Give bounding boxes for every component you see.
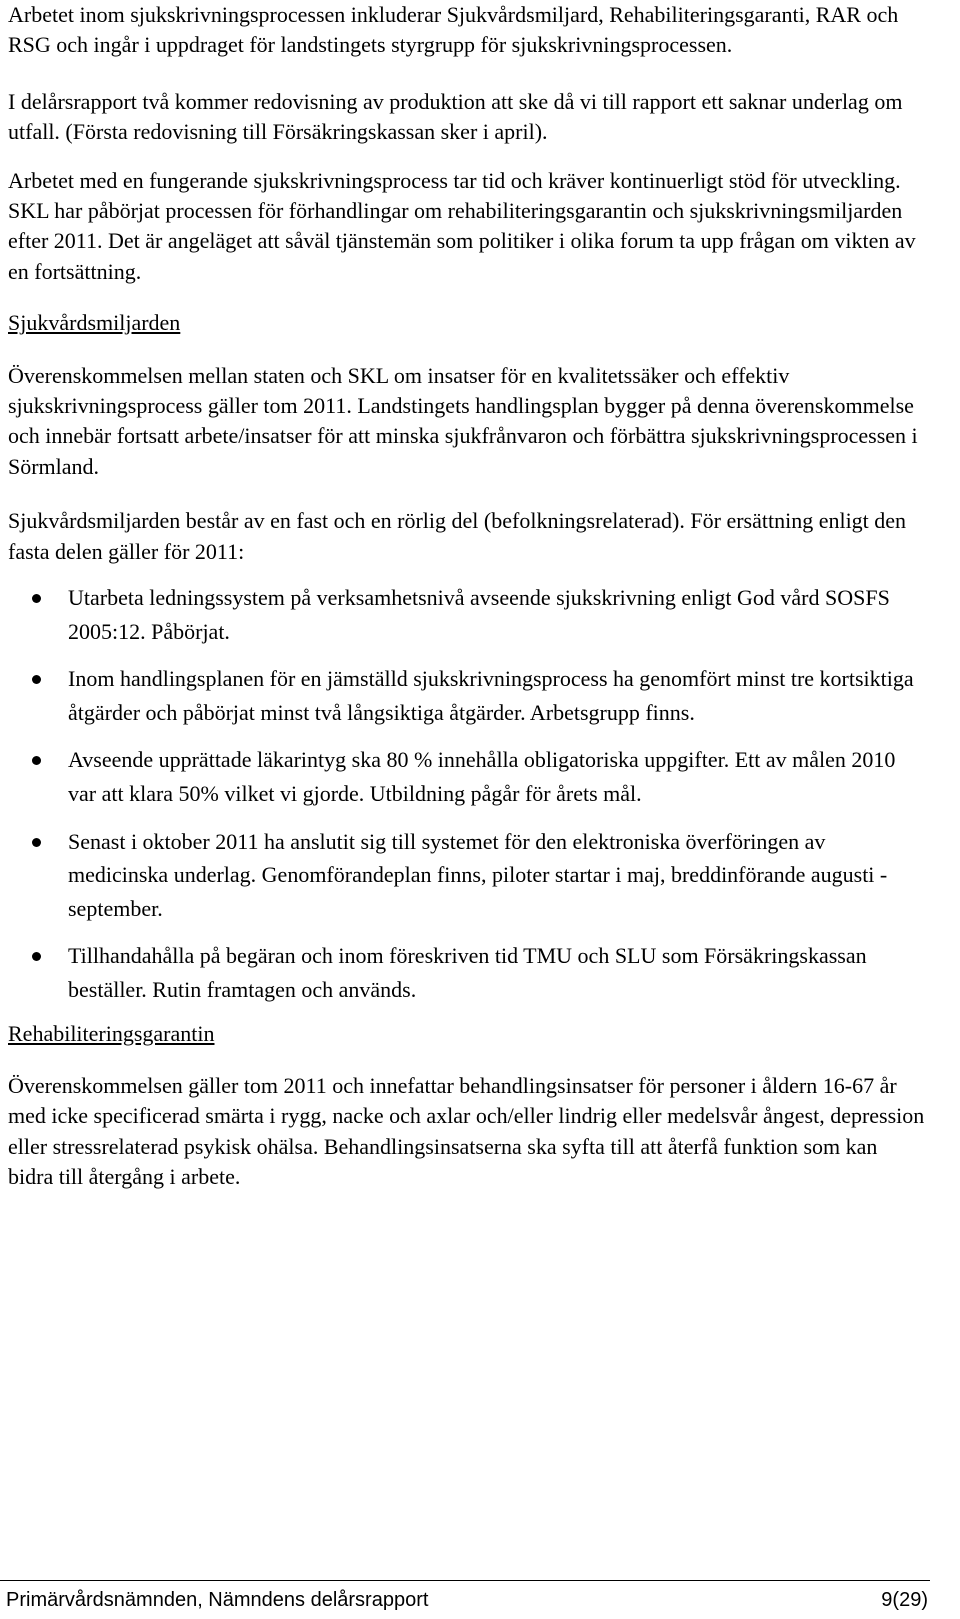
- page-footer: [0, 1580, 930, 1611]
- intro-paragraph-1: Arbetet inom sjukskrivningsprocessen inkluderar Sjukvårdsmiljard, Rehabiliteringsgaranti, RAR och RSG och ingår i uppdraget för landstingets styrgrupp för sjukskrivningsprocessen.: [8, 2, 899, 58]
- intro-paragraph-2: I delårsrapport två kommer redovisning av produktion att ske då vi till rapport ett saknar underlag om utfall. (Första redovisning till Försäkringskassan sker i april).: [8, 88, 903, 145]
- requirements-bullet-list: [8, 581, 928, 1007]
- footer-title: Primärvårdsnämnden, Nämndens delårsrapport: [6, 1589, 429, 1611]
- list-item: [8, 939, 928, 1006]
- bullet-icon: [32, 594, 41, 603]
- bullet-icon: [32, 675, 41, 684]
- bullet-icon: [32, 838, 41, 847]
- list-item: [8, 581, 928, 648]
- sjukvardsmiljarden-paragraph-2: Sjukvårdsmiljarden består av en fast och en rörlig del (befolkningsrelaterad). För ersättning enligt den fasta delen gäller för 2011:: [8, 508, 907, 564]
- intro-paragraph-3: Arbetet med en fungerande sjukskrivningsprocess tar tid och kräver kontinuerligt stöd för utveckling. SKL har påbörjat processen för förhandlingar om rehabiliteringsgarantin och sjukskrivningsmiljarden efter 2011. Det är angeläget att såväl tjänstemän som politiker i olika forum ta upp frågan om vikten av en fortsättning.: [8, 167, 916, 284]
- list-item: [8, 662, 928, 729]
- rehabiliteringsgarantin-paragraph-1: Överenskommelsen gäller tom 2011 och innefattar behandlingsinsatser för personer i åldern 16-67 år med icke specificerad smärta i rygg, nacke och axlar och/eller lindrig eller medelsvår ångest, depression eller stressrelaterad psykisk ohälsa. Behandlingsinsatserna ska syfta till att återfå funktion som kan bidra till återgång i arbete.: [8, 1073, 925, 1190]
- section-heading-sjukvardsmiljarden: Sjukvårdsmiljarden: [8, 310, 181, 336]
- list-item-text: Avseende upprättade läkarintyg ska 80 % innehålla obligatoriska uppgifter. Ett av målen 2010 var att klara 50% vilket vi gjorde. Utbildning pågår för årets mål.: [68, 747, 896, 807]
- list-item-text: Utarbeta ledningssystem på verksamhetsnivå avseende sjukskrivning enligt God vård SOSFS 2005:12. Påbörjat.: [68, 585, 890, 644]
- document-body: [8, 0, 928, 1193]
- list-item: [8, 743, 928, 810]
- bullet-icon: [32, 952, 41, 961]
- list-item-text: Tillhandahålla på begäran och inom föreskriven tid TMU och SLU som Försäkringskassan beställer. Rutin framtagen och används.: [68, 943, 867, 1003]
- page-number: 9(29): [881, 1589, 928, 1611]
- list-item: [8, 825, 928, 926]
- list-item-text: Inom handlingsplanen för en jämställd sjukskrivningsprocess ha genomfört minst tre kortsiktiga åtgärder och påbörjat minst två långsiktiga åtgärder. Arbetsgrupp finns.: [68, 666, 914, 725]
- list-item-text: Senast i oktober 2011 ha anslutit sig till systemet för den elektroniska överföringen av medicinska underlag. Genomförandeplan finns, piloter startar i maj, breddinförande augusti - september.: [68, 828, 888, 921]
- sjukvardsmiljarden-paragraph-1: Överenskommelsen mellan staten och SKL om insatser för en kvalitetssäker och effektiv sjukskrivningsprocess gäller tom 2011. Landstingets handlingsplan bygger på denna överenskommelse och innebär fortsatt arbete/insatser för att minska sjukfrånvaron och förbättra sjukskrivningsprocessen i Sörmland.: [8, 362, 918, 479]
- section-heading-rehabiliteringsgarantin: Rehabiliteringsgarantin: [8, 1020, 215, 1046]
- bullet-icon: [32, 756, 41, 765]
